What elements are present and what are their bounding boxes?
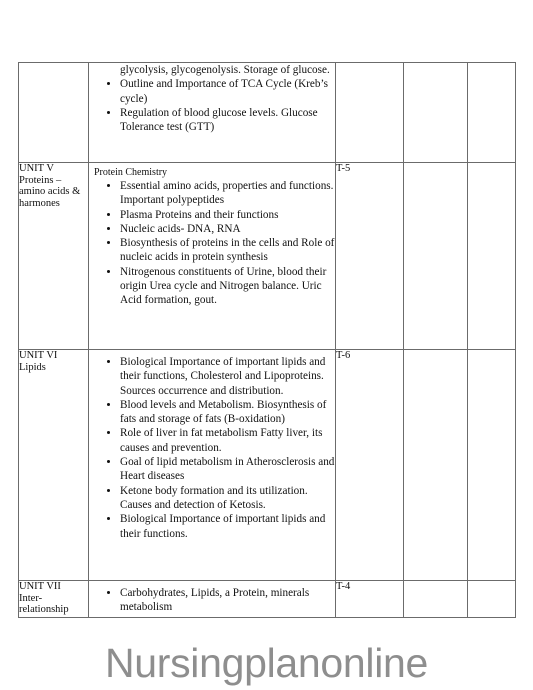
- table-row: [19, 581, 516, 618]
- table-row: [19, 63, 516, 163]
- unit-title: UNIT VII: [19, 581, 61, 592]
- unit-cell: [19, 350, 89, 581]
- list-item: • Role of liver in fat metabolism Fatty liver, its causes and prevention.: [120, 426, 335, 455]
- list-item: • Biological Importance of important lipids and their functions.: [120, 512, 335, 541]
- topic-list: [89, 179, 335, 308]
- empty-cell: [468, 63, 516, 163]
- unit-cell: [19, 63, 89, 163]
- topic-list: [89, 63, 335, 134]
- unit-cell: [19, 163, 89, 350]
- unit-subtitle: Proteins – amino acids & harmones: [19, 174, 81, 209]
- teaching-hours-cell: T-6: [336, 350, 404, 581]
- list-item: • Nucleic acids- DNA, RNA: [120, 222, 335, 236]
- list-item: • Biological Importance of important lipids and their functions, Cholesterol and Lipoproteins. Sources occurrence and distribution.: [120, 355, 335, 398]
- table-row: [19, 350, 516, 581]
- content-cell: [89, 63, 336, 163]
- list-item: • Carbohydrates, Lipids, a Protein, minerals metabolism: [120, 586, 335, 615]
- list-item: • Nitrogenous constituents of Urine, blood their origin Urea cycle and Nitrogen balance. Uric Acid formation, gout.: [120, 265, 335, 308]
- list-item: • Ketone body formation and its utilization. Causes and detection of Ketosis.: [120, 484, 335, 513]
- empty-cell: [468, 581, 516, 618]
- teaching-hours-cell: [336, 63, 404, 163]
- unit-subtitle: Lipids: [19, 361, 46, 373]
- list-item: • Essential amino acids, properties and functions. Important polypeptides: [120, 179, 335, 208]
- syllabus-table: [18, 62, 516, 618]
- list-item: • Goal of lipid metabolism in Atherosclerosis and Heart diseases: [120, 455, 335, 484]
- unit-title: UNIT V: [19, 163, 54, 174]
- topic-list: [89, 581, 335, 615]
- list-item: • Outline and Importance of TCA Cycle (Kreb’s cycle): [120, 77, 335, 106]
- list-item: • Regulation of blood glucose levels. Glucose Tolerance test (GTT): [120, 106, 335, 135]
- teaching-hours-cell: T-5: [336, 163, 404, 350]
- topic-list: [89, 350, 335, 541]
- list-item: glycolysis, glycogenolysis. Storage of glucose.: [120, 64, 330, 76]
- empty-cell: [404, 350, 468, 581]
- watermark: Nursingplanonline: [104, 640, 429, 686]
- unit-title: UNIT VI: [19, 350, 58, 361]
- content-cell: [89, 163, 336, 350]
- teaching-hours-cell: T-4: [336, 581, 404, 618]
- unit-subtitle: Inter-relationship: [19, 592, 69, 615]
- empty-cell: [404, 581, 468, 618]
- empty-cell: [404, 163, 468, 350]
- content-cell: [89, 350, 336, 581]
- empty-cell: [468, 350, 516, 581]
- unit-cell: [19, 581, 89, 618]
- section-heading: Protein Chemistry: [94, 167, 168, 178]
- empty-cell: [404, 63, 468, 163]
- table-row: [19, 163, 516, 350]
- list-item: • Plasma Proteins and their functions: [120, 208, 335, 222]
- content-cell: [89, 581, 336, 618]
- list-item: • Biosynthesis of proteins in the cells and Role of nucleic acids in protein synthesis: [120, 236, 335, 265]
- empty-cell: [468, 163, 516, 350]
- list-item: • Blood levels and Metabolism. Biosynthesis of fats and storage of fats (B-oxidation): [120, 398, 335, 427]
